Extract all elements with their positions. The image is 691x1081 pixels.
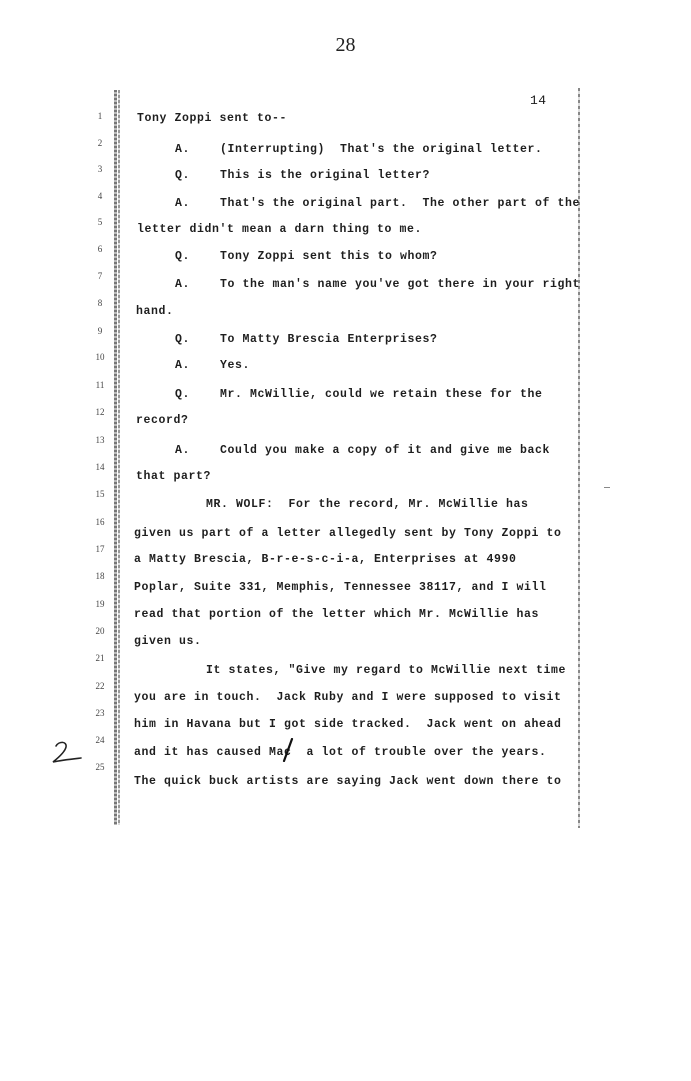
transcript-line: A. Yes. [175, 359, 251, 372]
transcript-line: Q. Tony Zoppi sent this to whom? [175, 250, 438, 263]
line-number: 1 [97, 111, 103, 121]
transcript-line: A. Could you make a copy of it and give me back [175, 444, 551, 457]
transcript-line: him in Havana but I got side tracked. Jack went on ahead [134, 718, 562, 731]
line-number: 16 [95, 517, 105, 527]
line-number: 6 [97, 244, 103, 254]
line-number: 7 [97, 271, 103, 281]
transcript-line: that part? [136, 470, 212, 483]
line-number: 19 [95, 599, 105, 609]
line-number: 4 [97, 191, 103, 201]
line-number: 18 [95, 571, 105, 581]
handwritten-margin-mark [50, 738, 84, 764]
line-number: 20 [95, 626, 105, 636]
line-number: 11 [95, 380, 105, 390]
transcript-line: record? [136, 414, 189, 427]
line-number: 23 [95, 708, 105, 718]
transcript-line: Q. To Matty Brescia Enterprises? [175, 333, 438, 346]
transcript-line: It states, "Give my regard to McWillie next time [206, 664, 567, 677]
transcript-line: a Matty Brescia, B-r-e-s-c-i-a, Enterprises at 4990 [134, 553, 517, 566]
left-margin-rule-outer [114, 90, 117, 825]
line-number: 15 [95, 489, 105, 499]
line-number: 25 [95, 762, 105, 772]
line-number: 21 [95, 653, 105, 663]
transcript-line: Q. Mr. McWillie, could we retain these for the [175, 388, 543, 401]
line-number: 22 [95, 681, 105, 691]
transcript-line: read that portion of the letter which Mr. McWillie has [134, 608, 540, 621]
transcript-line: The quick buck artists are saying Jack went down there to [134, 775, 562, 788]
right-margin-tick [604, 487, 610, 488]
line-number: 12 [95, 407, 105, 417]
line-number: 10 [95, 352, 105, 362]
line-number: 9 [97, 326, 103, 336]
line-number: 13 [95, 435, 105, 445]
transcript-line: given us part of a letter allegedly sent by Tony Zoppi to [134, 527, 562, 540]
transcript-line: given us. [134, 635, 202, 648]
line-number: 8 [97, 298, 103, 308]
transcript-line: A. To the man's name you've got there in your right [175, 278, 581, 291]
transcript-page-number: 14 [530, 93, 547, 108]
line-number: 5 [97, 217, 103, 227]
transcript-line: and it has caused Mac a lot of trouble over the years. [134, 746, 547, 759]
transcript-line: Poplar, Suite 331, Memphis, Tennessee 38117, and I will [134, 581, 547, 594]
line-number: 3 [97, 164, 103, 174]
transcript-line: Q. This is the original letter? [175, 169, 431, 182]
transcript-line: MR. WOLF: For the record, Mr. McWillie has [206, 498, 529, 511]
transcript-line: you are in touch. Jack Ruby and I were supposed to visit [134, 691, 562, 704]
line-number: 14 [95, 462, 105, 472]
line-number: 17 [95, 544, 105, 554]
transcript-line: hand. [136, 305, 174, 318]
handwritten-slash-mark [282, 738, 294, 762]
page-number: 28 [335, 34, 356, 56]
line-number: 24 [95, 735, 105, 745]
transcript-line: A. That's the original part. The other part of the [175, 197, 581, 210]
left-margin-rule-inner [118, 90, 120, 825]
transcript-line: Tony Zoppi sent to-- [137, 112, 288, 125]
line-number: 2 [97, 138, 103, 148]
transcript-line: letter didn't mean a darn thing to me. [137, 223, 423, 236]
transcript-line: A. (Interrupting) That's the original letter. [175, 143, 543, 156]
